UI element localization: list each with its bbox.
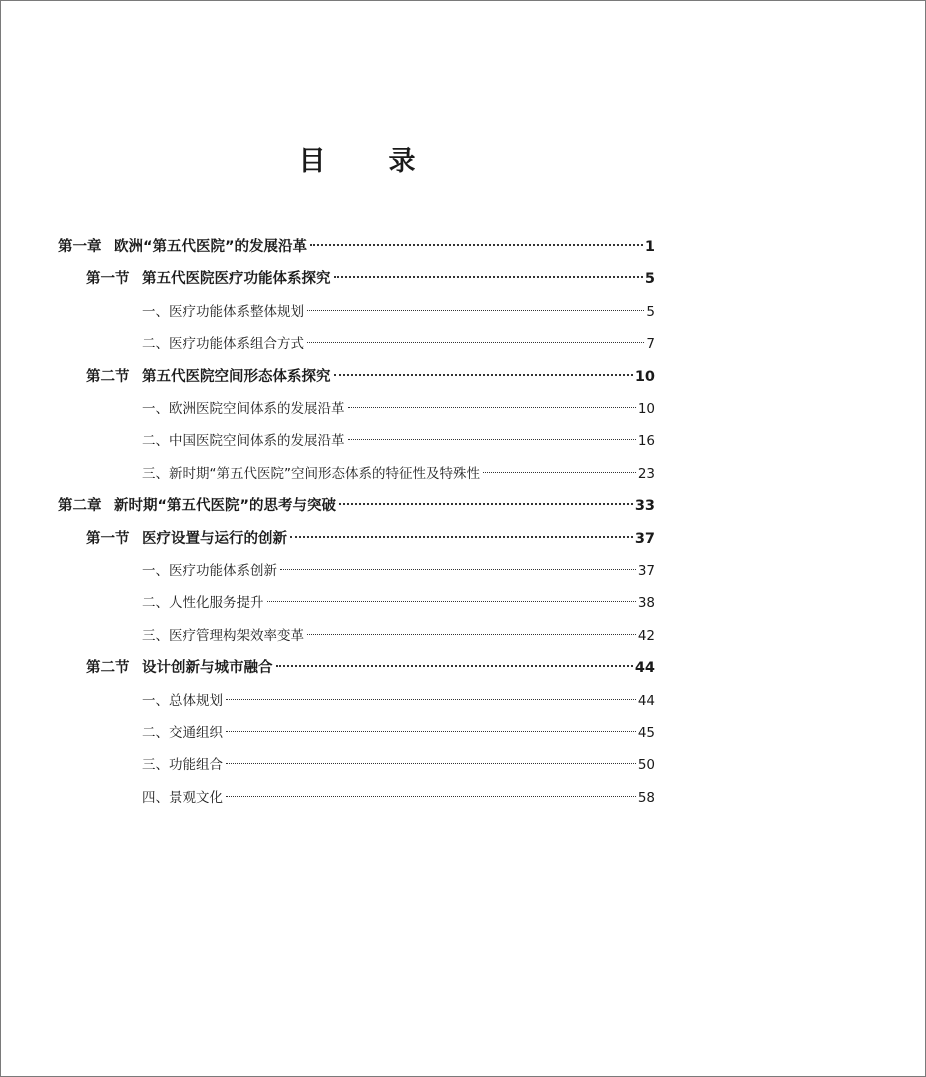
toc-entry-title: 一、医疗功能体系整体规划 (142, 303, 304, 320)
toc-entry-page-number: 5 (646, 303, 655, 320)
toc-entry-title: 设计创新与城市融合 (142, 660, 273, 677)
toc-entry-item[interactable] (142, 561, 655, 581)
toc-entry-page-number: 45 (637, 725, 655, 741)
toc-entry-page-number: 37 (637, 563, 655, 579)
toc-entry-prefix: 第二节 (86, 660, 130, 677)
dot-leader (307, 310, 644, 311)
dot-leader (226, 699, 636, 700)
dot-leader (267, 601, 636, 602)
toc-entry-page-number: 44 (634, 660, 655, 677)
toc-entry-section[interactable] (86, 367, 655, 387)
toc-entry-item[interactable] (142, 755, 655, 775)
dot-leader (483, 472, 636, 473)
toc-entry-page-number: 5 (644, 271, 655, 288)
toc-entry-section[interactable] (86, 269, 655, 289)
toc-entry-item[interactable] (142, 302, 655, 322)
dot-leader (226, 796, 636, 797)
dot-leader (348, 439, 636, 440)
toc-entry-item[interactable] (142, 399, 655, 419)
toc-entry-item[interactable] (142, 626, 655, 646)
toc-entry-section[interactable] (86, 529, 655, 549)
dot-leader (290, 536, 633, 538)
dot-leader (276, 665, 633, 667)
toc-entry-title: 二、交通组织 (142, 725, 223, 741)
toc-entry-item[interactable] (142, 464, 655, 484)
toc-entry-title: 一、欧洲医院空间体系的发展沿革 (142, 401, 345, 417)
toc-entry-title: 二、医疗功能体系组合方式 (142, 336, 304, 353)
toc-entry-title: 三、医疗管理构架效率变革 (142, 627, 304, 644)
dot-leader (334, 374, 633, 376)
toc-entry-chapter[interactable] (58, 496, 655, 516)
toc-entry-page-number: 44 (637, 692, 655, 709)
toc-entry-title: 三、新时期“第五代医院”空间形态体系的特征性及特殊性 (142, 465, 480, 482)
toc-entry-item[interactable] (142, 788, 655, 808)
toc-entry-title: 四、景观文化 (142, 789, 223, 806)
toc-entry-title: 新时期“第五代医院”的思考与突破 (114, 498, 337, 515)
toc-entry-page-number: 38 (637, 595, 655, 612)
toc-entry-title: 第五代医院空间形态体系探究 (142, 368, 331, 385)
toc-entry-item[interactable] (142, 593, 655, 613)
toc-entry-title: 医疗设置与运行的创新 (142, 530, 287, 547)
dot-leader (339, 503, 633, 505)
toc-entry-page-number: 10 (634, 368, 655, 385)
toc-entry-title: 第五代医院医疗功能体系探究 (142, 271, 331, 288)
toc-title: 目 录 (298, 146, 434, 177)
toc-entry-item[interactable] (142, 723, 655, 743)
toc-entry-prefix: 第一章 (58, 239, 102, 255)
dot-leader (280, 569, 636, 570)
dot-leader (334, 276, 643, 278)
toc-entry-page-number: 42 (637, 627, 655, 644)
toc-entry-title: 一、总体规划 (142, 692, 223, 709)
toc-entry-item[interactable] (142, 431, 655, 451)
toc-entry-page-number: 50 (637, 757, 655, 774)
toc-entry-page-number: 10 (637, 401, 655, 417)
toc-entry-page-number: 1 (644, 239, 655, 255)
toc-entry-page-number: 7 (646, 336, 655, 353)
toc-entry-prefix: 第一节 (86, 271, 130, 288)
toc-entry-title: 二、中国医院空间体系的发展沿革 (142, 433, 345, 450)
toc-entry-title: 三、功能组合 (142, 757, 223, 774)
toc-entry-prefix: 第二节 (86, 368, 130, 385)
toc-entry-prefix: 第二章 (58, 498, 102, 515)
toc-entry-section[interactable] (86, 658, 655, 678)
dot-leader (226, 763, 636, 764)
toc-entry-page-number: 33 (634, 498, 655, 515)
toc-entry-title: 一、医疗功能体系创新 (142, 563, 277, 579)
dot-leader (307, 634, 636, 635)
toc-entry-page-number: 16 (637, 433, 655, 450)
toc-entry-item[interactable] (142, 334, 655, 354)
toc-entry-prefix: 第一节 (86, 530, 130, 547)
toc-entry-page-number: 23 (637, 465, 655, 482)
dot-leader (307, 342, 644, 343)
toc-entry-item[interactable] (142, 691, 655, 711)
dot-leader (310, 244, 643, 246)
toc-entry-page-number: 37 (634, 530, 655, 547)
dot-leader (226, 731, 636, 732)
toc-entry-title: 二、人性化服务提升 (142, 595, 264, 612)
toc-entry-page-number: 58 (637, 789, 655, 806)
toc-entry-chapter[interactable] (58, 237, 655, 257)
toc-entry-title: 欧洲“第五代医院”的发展沿革 (114, 239, 308, 255)
dot-leader (348, 407, 636, 408)
